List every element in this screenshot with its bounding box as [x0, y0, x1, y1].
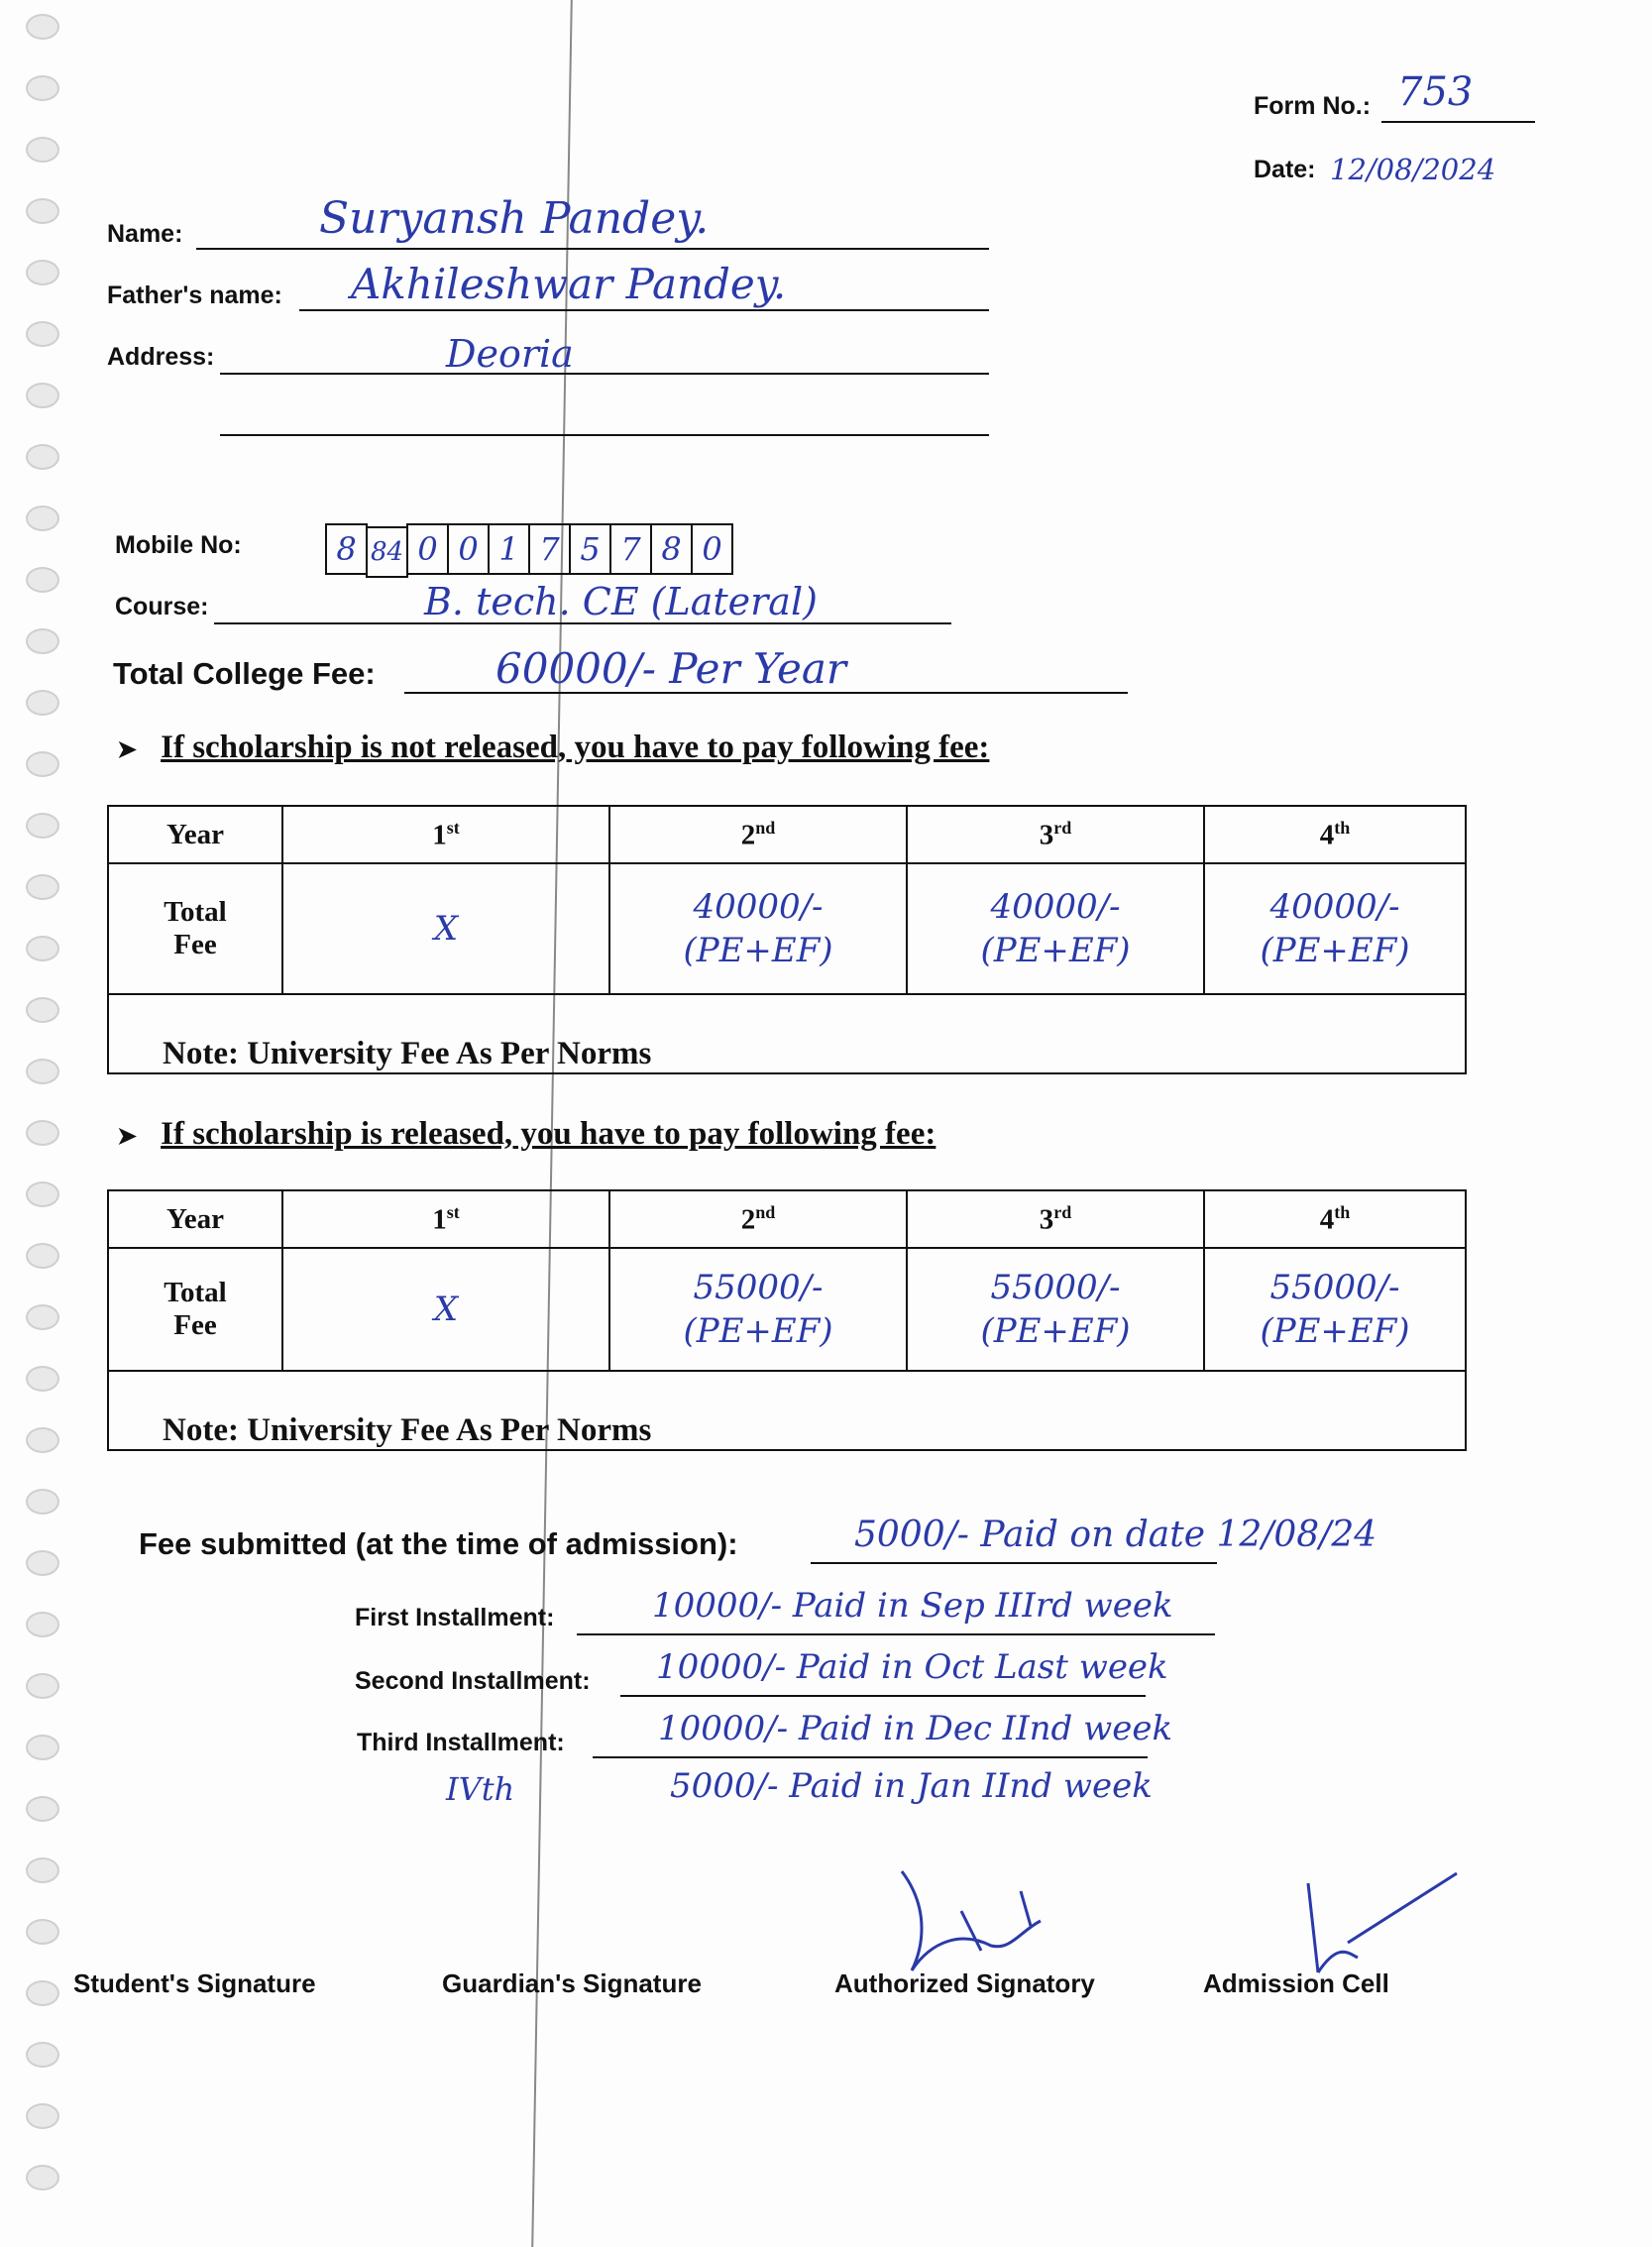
year-1: 1st: [282, 806, 609, 863]
authorized-signatory-label: Authorized Signatory: [834, 1968, 1095, 1998]
father-line: [299, 309, 989, 311]
third-installment-label: Third Installment:: [357, 1729, 565, 1756]
binding-hole: [26, 874, 59, 900]
second-installment-line: [620, 1695, 1146, 1697]
binding-hole: [26, 1120, 59, 1146]
fourth-installment-label: IVth: [446, 1770, 515, 1808]
binding-hole: [26, 1304, 59, 1330]
mobile-digit-box: 7: [528, 523, 571, 575]
binding-hole: [26, 506, 59, 531]
section2-heading: [117, 1116, 936, 1153]
binding-hole: [26, 2042, 59, 2068]
fee-cell-year-1: X: [282, 863, 609, 994]
first-installment-line: [577, 1633, 1215, 1635]
binding-hole: [26, 690, 59, 716]
address-line: [220, 373, 989, 375]
address-line-2: [220, 434, 989, 436]
section1-heading-text: If scholarship is not released, you have to pay following fee:: [161, 730, 990, 765]
course-value: B. tech. CE (Lateral): [424, 580, 818, 623]
name-value: Suryansh Pandey.: [319, 193, 710, 244]
third-installment-line: [593, 1756, 1148, 1758]
binding-hole: [26, 567, 59, 593]
mobile-digit-box: 1: [488, 523, 530, 575]
mobile-digit-box: 0: [447, 523, 490, 575]
fourth-installment-value: 5000/- Paid in Jan IInd week: [670, 1766, 1153, 1806]
binding-hole: [26, 75, 59, 101]
section2-heading-text: If scholarship is released, you have to pay following fee:: [161, 1116, 936, 1152]
binding-hole: [26, 1550, 59, 1576]
binding-hole: [26, 137, 59, 163]
fee-cell-year-4: 55000/- (PE+EF): [1204, 1248, 1466, 1371]
binding-hole: [26, 751, 59, 777]
binding-hole: [26, 1919, 59, 1945]
binding-hole: [26, 260, 59, 285]
arrow-icon: ➤: [117, 737, 138, 763]
mobile-digit-box: 0: [406, 523, 449, 575]
total-fee-value: 60000/- Per Year: [496, 644, 847, 693]
second-installment-label: Second Installment:: [355, 1667, 591, 1695]
year-2: 2nd: [609, 1190, 907, 1248]
binding-hole: [26, 1059, 59, 1084]
authorized-signature-mark: [872, 1852, 1070, 1980]
year-1: 1st: [282, 1190, 609, 1248]
date-value: 12/08/2024: [1330, 153, 1496, 186]
binding-hole: [26, 1366, 59, 1392]
fee-submitted-label: Fee submitted (at the time of admission):: [139, 1526, 738, 1561]
total-fee-label: Total College Fee:: [113, 656, 376, 691]
admission-cell-signature-mark: [1288, 1863, 1467, 1982]
arrow-icon: ➤: [117, 1124, 138, 1150]
binding-hole: [26, 936, 59, 961]
binding-hole: [26, 444, 59, 470]
table1-note: Note: University Fee As Per Norms: [108, 994, 1466, 1073]
fee-cell-year-1: X: [282, 1248, 609, 1371]
fee-table-no-scholarship: [107, 805, 1467, 1074]
binding-hole: [26, 1489, 59, 1515]
mobile-digit-box: 8: [650, 523, 693, 575]
fee-cell-year-3: 55000/- (PE+EF): [907, 1248, 1204, 1371]
admission-cell-label: Admission Cell: [1203, 1968, 1389, 1998]
father-value: Akhileshwar Pandey.: [351, 260, 787, 308]
form-no-value: 753: [1397, 69, 1474, 115]
binding-hole: [26, 1796, 59, 1822]
binding-hole: [26, 14, 59, 40]
third-installment-value: 10000/- Paid in Dec IInd week: [658, 1709, 1173, 1748]
guardian-signature-label: Guardian's Signature: [442, 1968, 702, 1998]
first-installment-value: 10000/- Paid in Sep IIIrd week: [652, 1586, 1173, 1626]
binding-hole: [26, 321, 59, 347]
first-installment-label: First Installment:: [355, 1604, 555, 1631]
fee-table-scholarship: [107, 1189, 1467, 1451]
second-installment-value: 10000/- Paid in Oct Last week: [656, 1647, 1168, 1687]
binding-hole: [26, 1735, 59, 1760]
binding-hole: [26, 1612, 59, 1637]
date-label: Date:: [1254, 156, 1316, 183]
section1-heading: [117, 730, 989, 766]
binding-hole: [26, 813, 59, 839]
binding-hole: [26, 2103, 59, 2129]
fee-submitted-line: [811, 1562, 1217, 1564]
binding-hole: [26, 1181, 59, 1207]
binding-hole: [26, 1980, 59, 2006]
binding-hole: [26, 1857, 59, 1883]
mobile-digit-box: 8: [325, 523, 368, 575]
year-3: 3rd: [907, 1190, 1204, 1248]
name-label: Name:: [107, 220, 183, 248]
address-value: Deoria: [446, 332, 574, 376]
total-fee-row-label: Total Fee: [108, 1248, 282, 1371]
fee-cell-year-3: 40000/- (PE+EF): [907, 863, 1204, 994]
binding-hole: [26, 383, 59, 408]
mobile-digit-box: 5: [569, 523, 611, 575]
binding-hole: [26, 198, 59, 224]
binding-hole: [26, 997, 59, 1023]
year-2: 2nd: [609, 806, 907, 863]
father-label: Father's name:: [107, 281, 282, 309]
course-label: Course:: [115, 593, 209, 620]
form-no-label: Form No.:: [1254, 92, 1372, 120]
mobile-digit-box: 0: [691, 523, 733, 575]
binding-hole: [26, 1243, 59, 1269]
mobile-label: Mobile No:: [115, 531, 242, 559]
fee-submitted-value: 5000/- Paid on date 12/08/24: [854, 1515, 1377, 1555]
year-3: 3rd: [907, 806, 1204, 863]
year-header: Year: [108, 1190, 282, 1248]
address-label: Address:: [107, 343, 215, 371]
year-4: 4th: [1204, 1190, 1466, 1248]
student-signature-label: Student's Signature: [73, 1968, 316, 1998]
binding-hole: [26, 1427, 59, 1453]
year-header: Year: [108, 806, 282, 863]
fee-cell-year-2: 40000/- (PE+EF): [609, 863, 907, 994]
total-fee-row-label: Total Fee: [108, 863, 282, 994]
mobile-number-boxes: [327, 523, 733, 578]
mobile-digit-box: 7: [609, 523, 652, 575]
table2-note: Note: University Fee As Per Norms: [108, 1371, 1466, 1450]
year-4: 4th: [1204, 806, 1466, 863]
form-no-line: [1381, 121, 1535, 123]
binding-hole: [26, 628, 59, 654]
binding-hole: [26, 1673, 59, 1699]
name-line: [196, 248, 989, 250]
fee-cell-year-4: 40000/- (PE+EF): [1204, 863, 1466, 994]
binding-hole: [26, 2165, 59, 2191]
fee-cell-year-2: 55000/- (PE+EF): [609, 1248, 907, 1371]
mobile-digit-box: 84: [366, 526, 408, 578]
